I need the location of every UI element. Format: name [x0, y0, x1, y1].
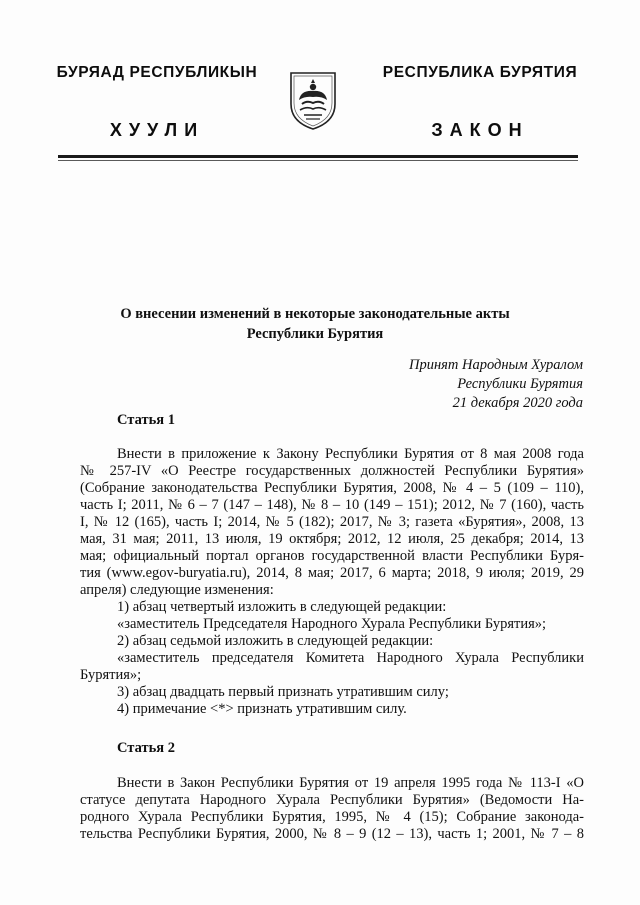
article-1-heading: Статья 1	[117, 412, 175, 428]
article-2-line: Внести в Закон Республики Бурятия от 19 апреля 1995 года № 113-I «О	[117, 775, 584, 791]
adoption-line: Принят Народным Хуралом	[408, 357, 583, 373]
article-2-line: родного Хурала Республики Бурятия, 1995, № 4 (15); Собрание законода-	[80, 809, 584, 825]
article-2-heading: Статья 2	[117, 740, 175, 756]
article-1-line: тия (www.egov-buryatia.ru), 2014, 8 мая; 2017, 6 марта; 2018, 9 июля; 2019, 29	[80, 565, 584, 581]
law-title-line: Республики Бурятия	[246, 326, 384, 342]
law-title	[90, 304, 540, 344]
header-divider-thin	[58, 160, 578, 161]
article-1-line: часть I; 2011, № 6 – 7 (147 – 148), № 8 – 10 (149 – 151); 2012, № 7 (160), часть	[80, 497, 584, 513]
article-1-item: 1) абзац четвертый изложить в следующей редакции:	[117, 599, 447, 615]
header-left-doc-type: ХУУЛИ	[109, 120, 205, 140]
header-left-country: БУРЯАД РЕСПУБЛИКЫН	[56, 64, 258, 81]
article-1-line: Внести в приложение к Закону Республики Бурятия от 8 мая 2008 года	[117, 446, 584, 462]
coat-of-arms-icon	[287, 70, 339, 132]
article-1-line: I, № 12 (165), часть I; 2014, № 5 (182); 2017, № 3; газета «Бурятия», 2008, 13	[80, 514, 584, 530]
article-1-line: № 257-IV «О Реестре государственных должностей Республики Бурятия»	[80, 463, 584, 479]
article-1-line: мая; официальный портал органов государственной власти Республики Буря-	[80, 548, 584, 564]
article-1-item: 2) абзац седьмой изложить в следующей редакции:	[117, 633, 434, 649]
article-1-line: (Собрание законодательства Республики Бурятия, 2008, № 4 – 5 (109 – 110),	[80, 480, 584, 496]
law-title-line: О внесении изменений в некоторые законодательные акты	[120, 306, 510, 322]
article-1-item: 4) примечание <*> признать утратившим силу.	[117, 701, 407, 717]
article-1-item: «заместитель Председателя Народного Хурала Республики Бурятия»;	[117, 616, 547, 632]
article-1-quote-line: Бурятия»;	[80, 667, 142, 683]
header-right-country: РЕСПУБЛИКА БУРЯТИЯ	[382, 64, 578, 81]
adoption-note	[409, 356, 583, 413]
article-1-line: апреля) следующие изменения:	[80, 582, 274, 598]
header-right-doc-type: ЗАКОН	[431, 120, 529, 140]
adoption-date: 21 декабря 2020 года	[452, 395, 583, 411]
article-2-line: статусе депутата Народного Хурала Республики Бурятия» (Ведомости На-	[80, 792, 584, 808]
article-1-item: 3) абзац двадцать первый признать утратившим силу;	[117, 684, 449, 700]
article-1-line: мая, 31 мая; 2011, 13 июля, 19 октября; 2012, 12 июля, 25 декабря; 2014, 13	[80, 531, 584, 547]
header-divider-thick	[58, 155, 578, 158]
article-2-line: тельства Республики Бурятия, 2000, № 8 – 9 (12 – 13), часть 1; 2001, № 7 – 8	[80, 826, 584, 842]
article-1-quote-line: «заместитель председателя Комитета Народного Хурала Республики	[117, 650, 584, 666]
adoption-line: Республики Бурятия	[457, 376, 583, 392]
